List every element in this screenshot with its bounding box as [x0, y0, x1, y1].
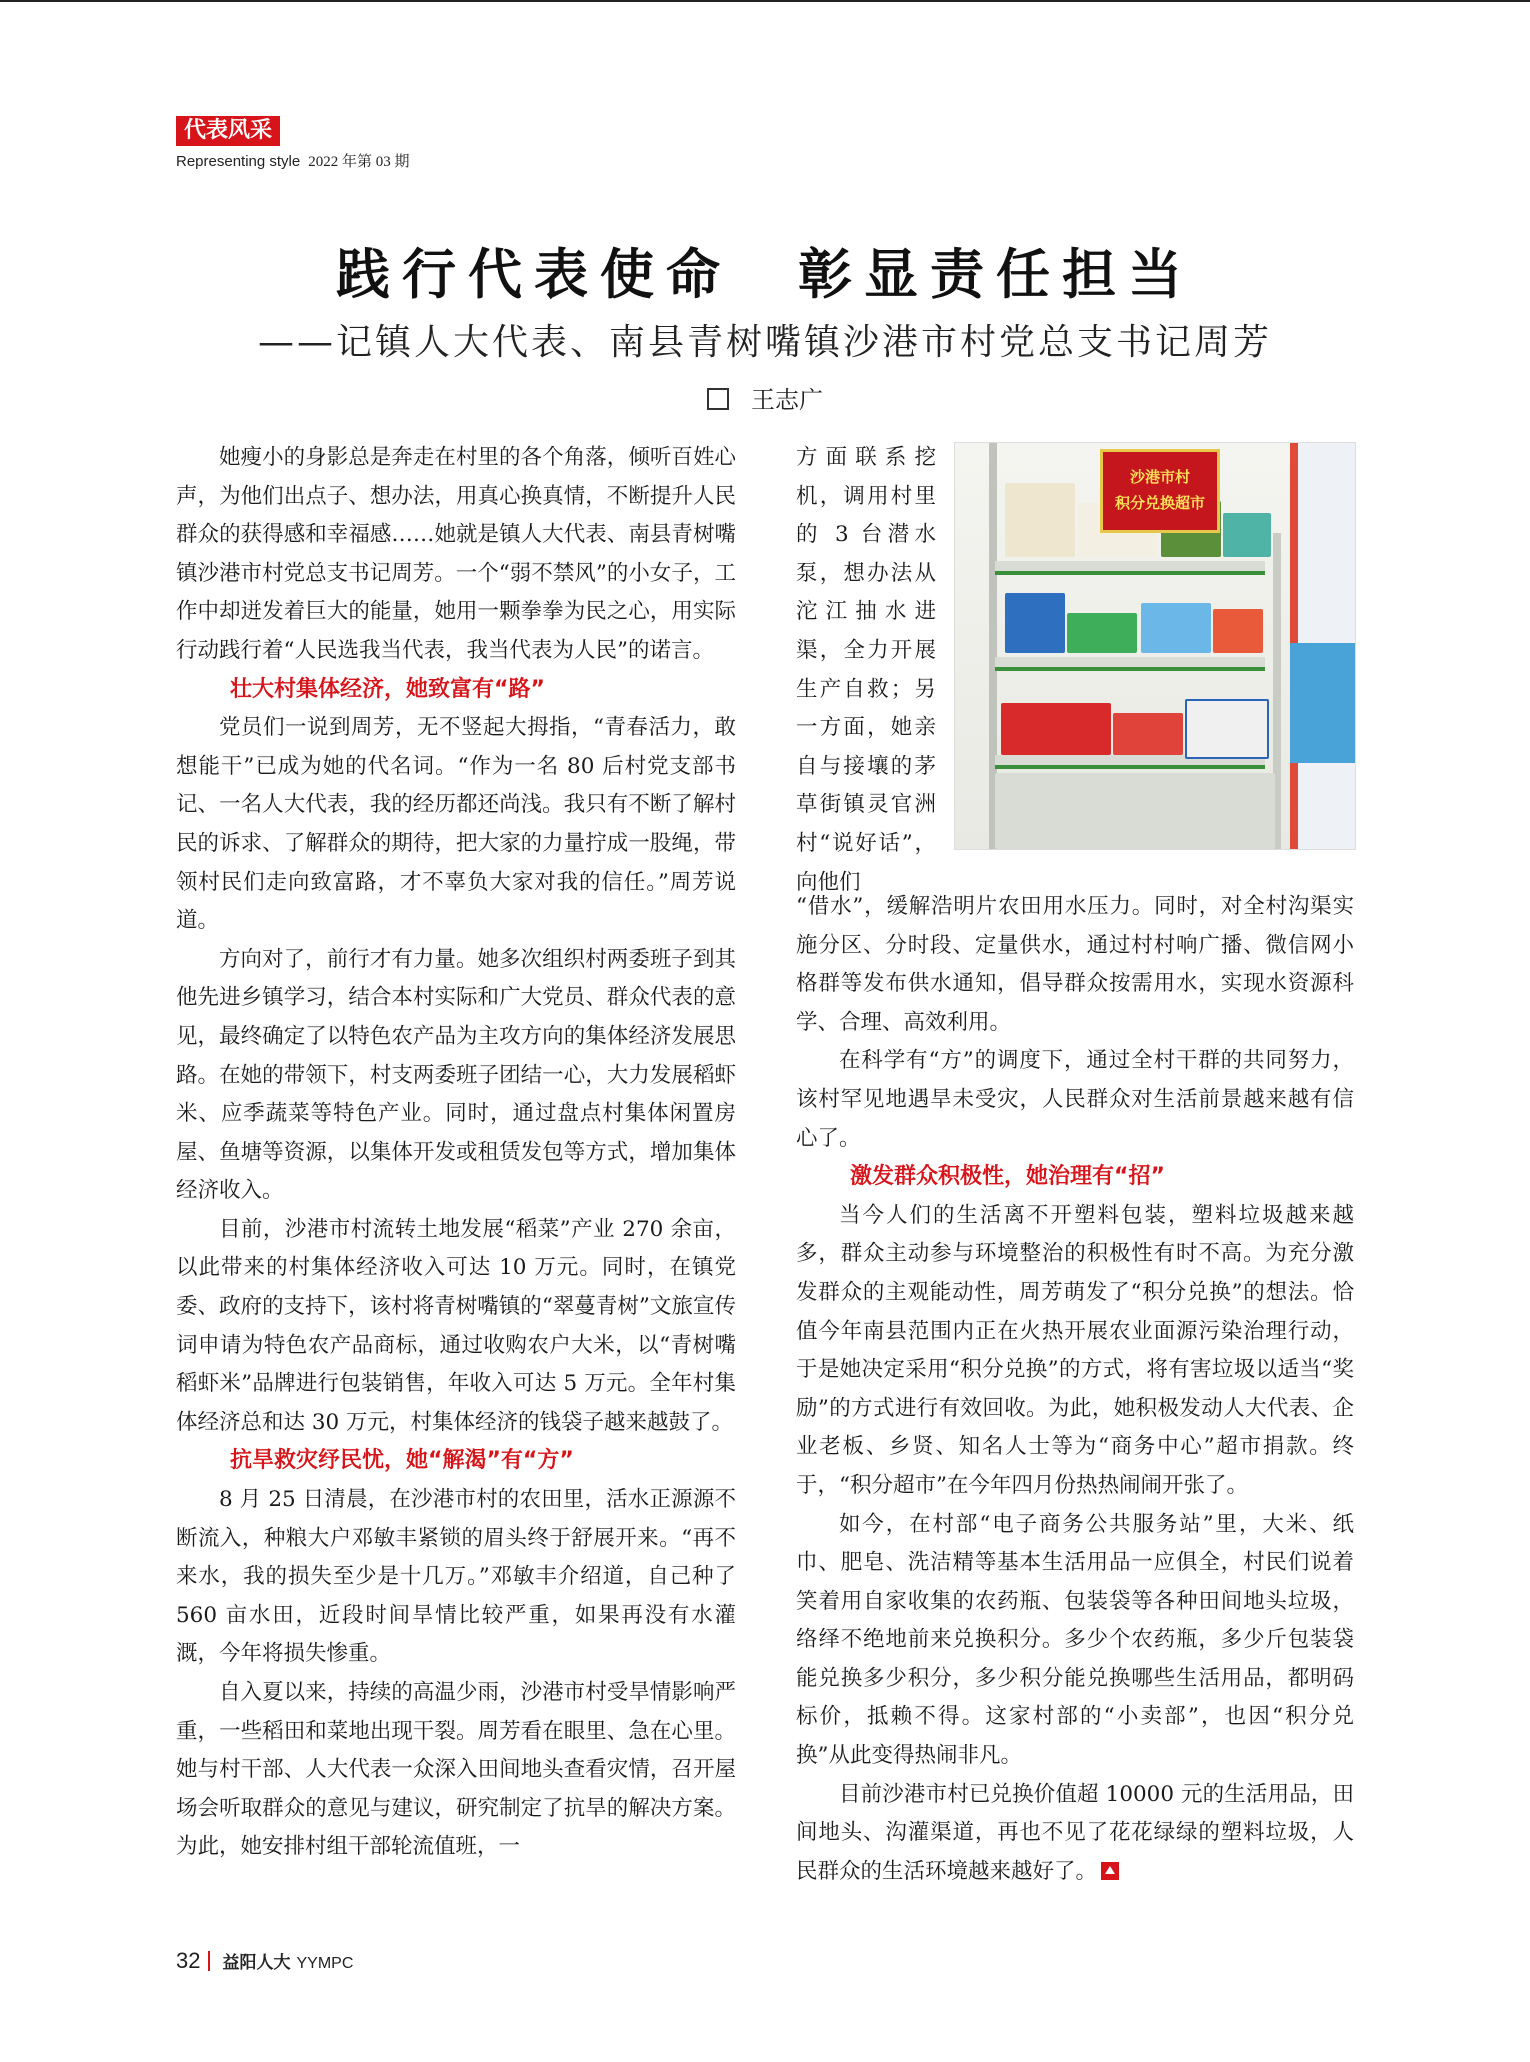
shelf: [995, 657, 1265, 671]
paragraph: 如今，在村部“电子商务公共服务站”里，大米、纸巾、肥皂、洗洁精等基本生活用品一应俱全，村民们说着笑着用自家收集的农药瓶、包装袋等各种田间地头垃圾，络绎不绝地前来兑换积分。多少个农药瓶，多少斤包装袋能兑换多少积分，多少积分能兑换哪些生活用品，都明码标价，抵赖不得。这家村部的“小卖部”，也因“积分兑换”从此变得热闹非凡。: [796, 1511, 1354, 1769]
paragraph: 当今人们的生活离不开塑料包装，塑料垃圾越来越多，群众主动参与环境整治的积极性有时不高。为充分激发群众的主观能动性，周芳萌发了“积分兑换”的想法。恰值今年南县范围内正在火热开展农业面源污染治理行动，于是她决定采用“积分兑换”的方式，将有害垃圾以适当“奖励”的方式进行有效回收。为此，她积极发动人大代表、企业老板、乡贤、知名人士等为“商务中心”超市捐款。终于，“积分超市”在今年四月份热热闹闹开张了。: [796, 1202, 1354, 1498]
article-subtitle: ——记镇人大代表、南县青树嘴镇沙港市村党总支书记周芳: [257, 322, 1272, 363]
product: [1005, 483, 1075, 557]
product: [1213, 609, 1263, 653]
paragraph: 在科学有“方”的调度下，通过全村干群的共同努力，该村罕见地遇旱未受灾，人民群众对生活前景越来越有信心了。: [796, 1048, 1354, 1151]
section-tag: 代表风采: [176, 116, 280, 146]
product: [1141, 603, 1211, 653]
publication-abbr: YYMPC: [296, 1955, 354, 1972]
product: [1001, 703, 1111, 755]
product: [1067, 613, 1137, 653]
top-rule: [0, 0, 1530, 2]
paragraph: 方面联系挖机，调用村里的 3 台潜水泵，想办法从沱江抽水进渠，全力开展生产自救；另一方面，她亲自与接壤的茅草街镇灵官洲村“说好话”，向他们: [796, 445, 936, 895]
section-english: Representing style: [176, 153, 301, 170]
footer-divider: [208, 1951, 210, 1971]
paragraph: 她瘦小的身影总是奔走在村里的各个角落，倾听百姓心声，为他们出点子、想办法，用真心换真情，不断提升人民群众的获得感和幸福感……她就是镇人大代表、南县青树嘴镇沙港市村党总支书记周芳。一个“弱不禁风”的小女子，工作中却迸发着巨大的能量，她用一颗拳拳为民之心，用实际行动践行着“人民选我当代表，我当代表为人民”的诺言。: [176, 445, 736, 663]
paragraph: 自入夏以来，持续的高温少雨，沙港市村受旱情影响严重，一些稻田和菜地出现干裂。周芳看在眼里、急在心里。她与村干部、人大代表一众深入田间地头查看灾情，召开屋场会听取群众的意见与建议，研究制定了抗旱的解决方案。为此，她安排村组干部轮流值班，一: [176, 1680, 736, 1860]
product: [995, 773, 1275, 849]
supermarket-photo: [954, 442, 1356, 850]
product: [1113, 713, 1183, 755]
end-mark-icon: [1101, 1862, 1119, 1880]
paragraph: [796, 1776, 1354, 1892]
right-column: [796, 888, 1354, 1891]
product: [1185, 699, 1269, 759]
article-title: 践行代表使命 彰显责任担当: [336, 242, 1194, 306]
page-number: 32: [176, 1948, 201, 1973]
issue-date: 2022 年第 03 期: [308, 154, 410, 170]
issue-line: [176, 150, 410, 171]
author-name: 王志广: [751, 386, 823, 414]
section-heading: 抗旱救灾纾民忧，她“解渴”有“方”: [230, 1448, 574, 1474]
paragraph: 目前，沙港市村流转土地发展“稻菜”产业 270 余亩，以此带来的村集体经济收入可达 10 万元。同时，在镇党委、政府的支持下，该村将青树嘴镇的“翠蔓青树”文旅宣传词申请为特色农产品商标，通过收购农户大米，以“青树嘴稻虾米”品牌进行包装销售，年收入可达 5 万元。全年村集体经济总和达 30 万元，村集体经济的钱袋子越来越鼓了。: [176, 1216, 736, 1435]
paragraph: 党员们一说到周芳，无不竖起大拇指，“青春活力，敢想能干”已成为她的代名词。“作为一名 80 后村党支部书记、一名人大代表，我的经历都还尚浅。我只有不断了解村民的诉求、了解群众的期待，把大家的力量拧成一股绳，带领村民们走向致富路，才不辜负大家对我的信任。”周芳说道。: [176, 715, 736, 934]
paragraph: 8 月 25 日清晨，在沙港市村的农田里，活水正源源不断流入，种粮大户邓敏丰紧锁的眉头终于舒展开来。“再不来水，我的损失至少是十几万。”邓敏丰介绍道，自己种了 560 亩水田，近段时间旱情比较严重，如果再没有水灌溉，今年将损失惨重。: [176, 1487, 736, 1667]
section-heading: 激发群众积极性，她治理有“招”: [850, 1164, 1165, 1190]
publication-name: 益阳人大: [222, 1953, 291, 1973]
page-footer: [176, 1948, 353, 1974]
paragraph: “借水”，缓解浩明片农田用水压力。同时，对全村沟渠实施分区、分时段、定量供水，通过村村响广播、微信网小格群等发布供水通知，倡导群众按需用水，实现水资源科学、合理、高效利用。: [796, 894, 1354, 1035]
byline: [0, 380, 1530, 415]
paragraph-text: 目前沙港市村已兑换价值超 10000 元的生活用品，田间地头、沟灌渠道，再也不见了花花绿绿的塑料垃圾，人民群众的生活环境越来越好了。: [796, 1781, 1354, 1884]
section-heading: 壮大村集体经济，她致富有“路”: [230, 676, 545, 702]
points-supermarket-sign: 沙港市村 积分兑换超市: [1100, 449, 1220, 533]
shelf: [995, 561, 1265, 575]
right-narrow-column: [796, 439, 936, 902]
product: [1005, 593, 1065, 653]
product: [1223, 513, 1271, 557]
paragraph: 方向对了，前行才有力量。她多次组织村两委班子到其他先进乡镇学习，结合本村实际和广大党员、群众代表的意见，最终确定了以特色农产品为主攻方向的集体经济发展思路。在她的带领下，村支两委班子团结一心，大力发展稻虾米、应季蔬菜等特色产业。同时，通过盘点村集体闲置房屋、鱼塘等资源，以集体开发或租赁发包等方式，增加集体经济收入。: [176, 946, 736, 1204]
photo-right-panel: [1290, 443, 1355, 849]
byline-box-icon: [707, 388, 729, 410]
left-column: [176, 439, 736, 1867]
